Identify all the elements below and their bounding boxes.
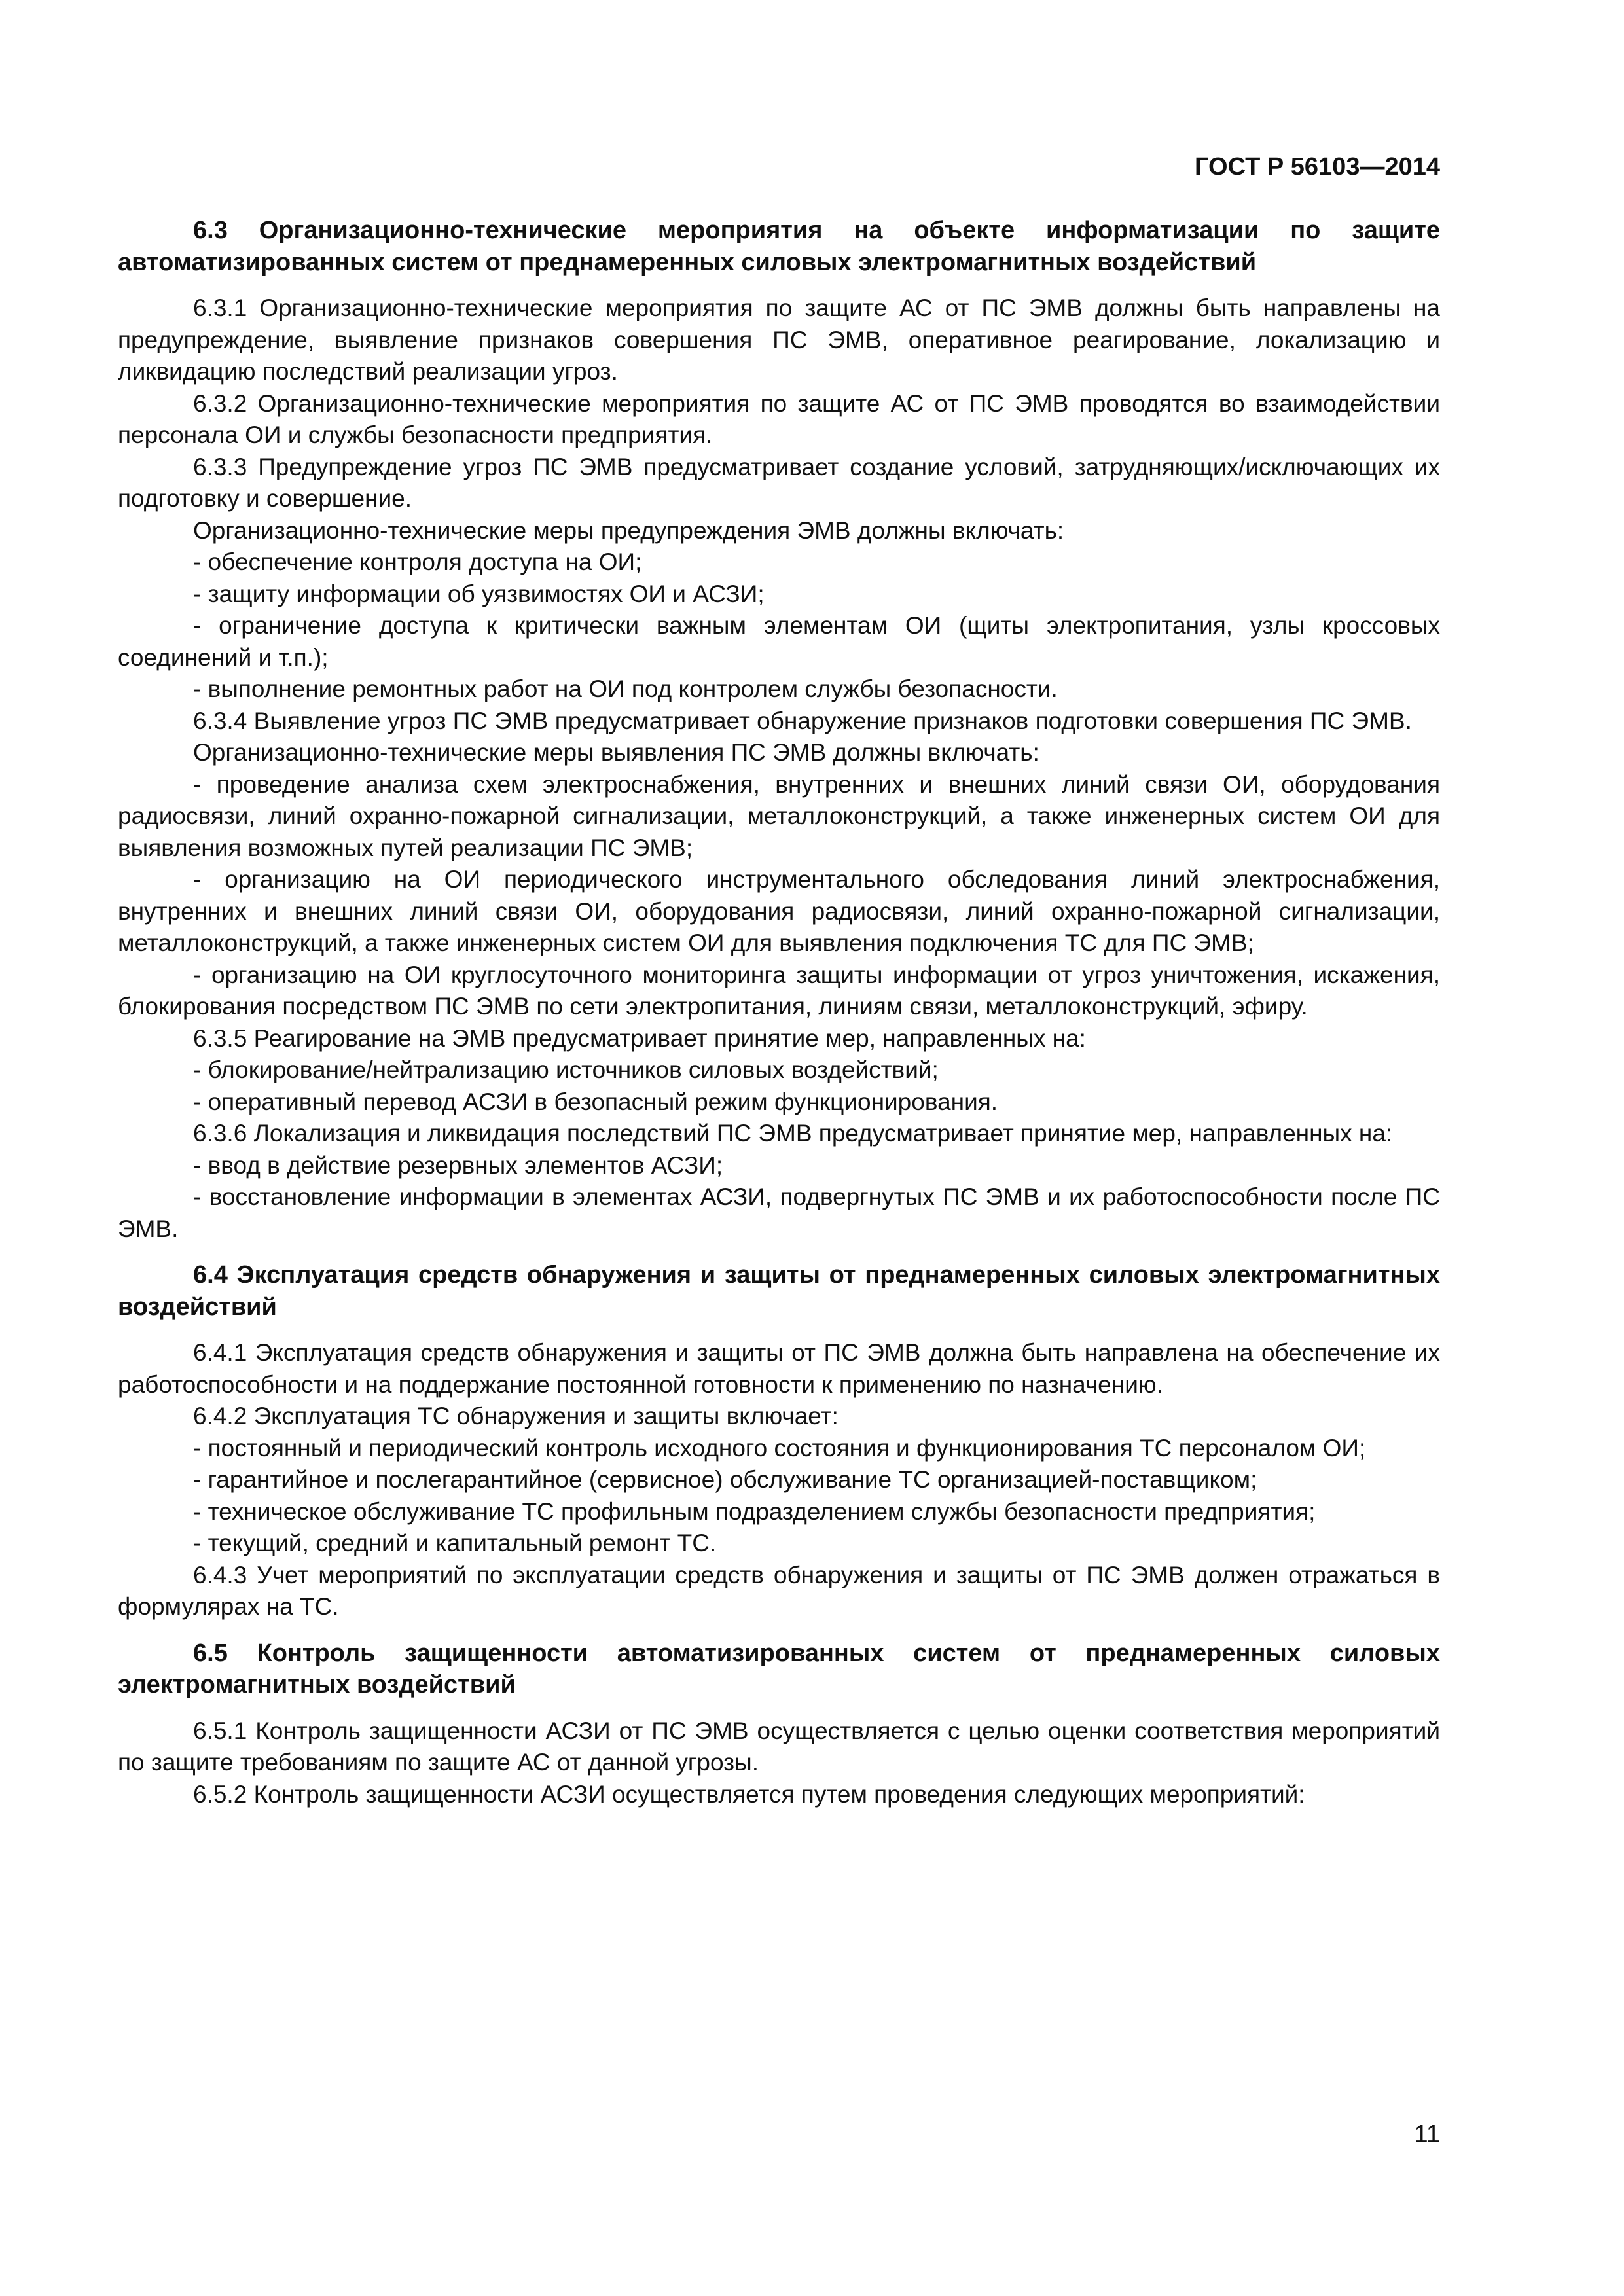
paragraph-6-3-6: 6.3.6 Локализация и ликвидация последствий ПС ЭМВ предусматривает принятие мер, направленных на: (193, 1120, 1393, 1147)
list-item: - техническое обслуживание ТС профильным подразделением службы безопасности предприятия; (193, 1498, 1316, 1525)
list-intro: Организационно-технические меры предупреждения ЭМВ должны включать: (193, 516, 1064, 544)
paragraph-6-3-4: 6.3.4 Выявление угроз ПС ЭМВ предусматривает обнаружение признаков подготовки совершения ПС ЭМВ. (193, 707, 1412, 734)
paragraph-6-4-2: 6.4.2 Эксплуатация ТС обнаружения и защиты включает: (193, 1403, 839, 1429)
document-code: ГОСТ Р 56103—2014 (1195, 153, 1440, 181)
document-body (118, 215, 1440, 1810)
section-heading-6-4: 6.4 Эксплуатация средств обнаружения и защиты от преднамеренных силовых электромагнитных воздействий (118, 1261, 1440, 1321)
paragraph-6-4-3: 6.4.3 Учет мероприятий по эксплуатации средств обнаружения и защиты от ПС ЭМВ должен отражаться в формулярах на ТС. (118, 1561, 1440, 1620)
list-item: - организацию на ОИ круглосуточного мониторинга защиты информации от угроз уничтожения, искажения, блокирования посредством ПС ЭМВ по сети электропитания, линиям связи, металлоконструкций, эфиру. (118, 961, 1440, 1020)
paragraph-6-5-1: 6.5.1 Контроль защищенности АСЗИ от ПС ЭМВ осуществляется с целью оценки соответствия мероприятий по защите требованиям по защите АС от данной угрозы. (118, 1717, 1440, 1776)
list-item: - выполнение ремонтных работ на ОИ под контролем службы безопасности. (193, 675, 1058, 702)
section-heading-6-3: 6.3 Организационно-технические мероприятия на объекте информатизации по защите автоматизированных систем от преднамеренных силовых электромагнитных воздействий (118, 217, 1440, 276)
list-item: - блокирование/нейтрализацию источников силовых воздействий; (193, 1056, 939, 1083)
list-item: - постоянный и периодический контроль исходного состояния и функционирования ТС персоналом ОИ; (193, 1434, 1366, 1462)
paragraph-6-5-2: 6.5.2 Контроль защищенности АСЗИ осуществляется путем проведения следующих мероприятий: (193, 1780, 1305, 1808)
paragraph-6-4-1: 6.4.1 Эксплуатация средств обнаружения и защиты от ПС ЭМВ должна быть направлена на обеспечение их работоспособности и на поддержание постоянной готовности к применению по назначению. (118, 1339, 1440, 1398)
paragraph-6-3-2: 6.3.2 Организационно-технические мероприятия по защите АС от ПС ЭМВ проводятся во взаимодействии персонала ОИ и службы безопасности предприятия. (118, 389, 1440, 448)
paragraph-6-3-1: 6.3.1 Организационно-технические мероприятия по защите АС от ПС ЭМВ должны быть направлены на предупреждение, выявление признаков совершения ПС ЭМВ, оперативное реагирование, локализацию и ликвидацию последствий реализации угроз. (118, 295, 1440, 385)
list-item: - восстановление информации в элементах АСЗИ, подвергнутых ПС ЭМВ и их работоспособности после ПС ЭМВ. (118, 1183, 1440, 1242)
paragraph-6-3-5: 6.3.5 Реагирование на ЭМВ предусматривает принятие мер, направленных на: (193, 1024, 1086, 1052)
list-item: - ввод в действие резервных элементов АСЗИ; (193, 1151, 723, 1179)
paragraph-6-3-3: 6.3.3 Предупреждение угроз ПС ЭМВ предусматривает создание условий, затрудняющих/исключающих их подготовку и совершение. (118, 453, 1440, 512)
list-item: - организацию на ОИ периодического инструментального обследования линий электроснабжения, внутренних и внешних линий связи ОИ, оборудования радиосвязи, линий охранно-пожарной сигнализации, металлоконструкций, а также инженерных систем ОИ для выявления подключения ТС для ПС ЭМВ; (118, 866, 1440, 956)
list-item: - обеспечение контроля доступа на ОИ; (193, 548, 642, 575)
page-number: 11 (1414, 2121, 1440, 2148)
list-item: - защиту информации об уязвимостях ОИ и АСЗИ; (193, 580, 765, 607)
list-item: - текущий, средний и капитальный ремонт ТС. (193, 1530, 717, 1556)
section-heading-6-5: 6.5 Контроль защищенности автоматизированных систем от преднамеренных силовых электромагнитных воздействий (118, 1639, 1440, 1698)
list-item: - ограничение доступа к критически важным элементам ОИ (щиты электропитания, узлы кроссовых соединений и т.п.); (118, 612, 1440, 671)
list-item: - проведение анализа схем электроснабжения, внутренних и внешних линий связи ОИ, оборудования радиосвязи, линий охранно-пожарной сигнализации, металлоконструкций, а также инженерных систем ОИ для выявления возможных путей реализации ПС ЭМВ; (118, 770, 1440, 861)
list-item: - оперативный перевод АСЗИ в безопасный режим функционирования. (193, 1088, 998, 1115)
list-intro: Организационно-технические меры выявления ПС ЭМВ должны включать: (193, 739, 1039, 766)
list-item: - гарантийное и послегарантийное (сервисное) обслуживание ТС организацией-поставщиком; (193, 1466, 1257, 1493)
